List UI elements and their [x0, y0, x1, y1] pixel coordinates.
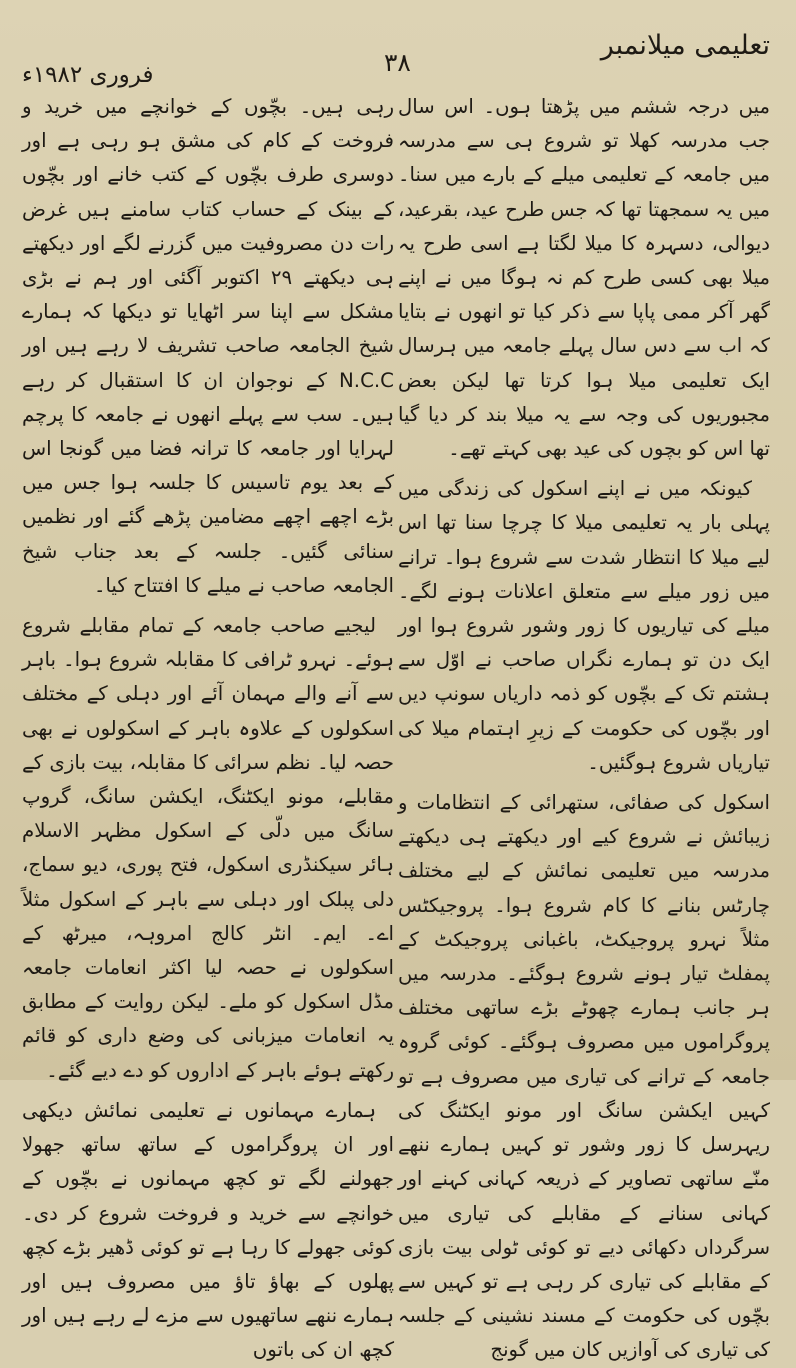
page-number: ۳۸ [384, 48, 411, 77]
paragraph: رہی ہیں۔ بچّوں کے خوانچے میں خرید و فروخت کے کام کی مشق ہو رہی ہے اور دوسری طرف بچّوں کے کتب خانے اور بچّوں کے بینک کے حساب کتاب سامنے ہیں غرض رات دن مصروفیت میں گزرنے لگے اور دیکھتے ہی دیکھتے ۲۹ اکتوبر آگئی اور ہم نے بڑی مشکل سے اپنا سر اٹھایا تو دیکھا کہ ہمارے شیخ الجامعہ صاحب تشریف لا رہے ہیں اور N.C.C کے نوجوان ان کا استقبال کر رہے ہیں۔ سب سے پہلے انھوں نے جامعہ کا پرچم لہرایا اور جامعہ کا ترانہ فضا میں گونجا اس کے بعد یوم تاسیس کا جلسہ ہوا جس میں بڑے اچھے اچھے مضامین پڑھے گئے اور نظمیں سنائی گئیں۔ جلسہ کے بعد جناب شیخ الجامعہ صاحب نے میلے کا افتتاح کیا۔ [22, 95, 394, 597]
text-columns [22, 90, 770, 1362]
left-column [22, 90, 394, 1362]
page-header [22, 30, 770, 88]
right-column [398, 90, 770, 1362]
paragraph: لیجیے صاحب جامعہ کے تمام مقابلے شروع ہوئے۔ نہرو ٹرافی کا مقابلہ شروع ہوا۔ باہر سے آنے والے مہمان آئے اور دہلی کے مختلف اسکولوں کے علاوہ باہر کے اسکولوں نے بھی حصہ لیا۔ نظم سرائی کا مقابلہ، بیت بازی کے مقابلے، مونو ایکٹنگ، ایکشن سانگ، گروپ سانگ میں دلّی کے اسکول مظہر الاسلام ہائر سیکنڈری اسکول، فتح پوری، دیو سماج، دلی پبلک اور دہلی سے باہر کے اسکول مثلاً اے۔ ایم۔ انٹر کالج امروہہ، میرٹھ کے اسکولوں نے حصہ لیا اکثر انعامات جامعہ مڈل اسکول کو ملے۔ لیکن روایت کے مطابق یہ انعامات میزبانی کی وضع داری کو قائم رکھتے ہوئے باہر کے اداروں کو دے دیے گئے۔ [22, 614, 394, 1082]
paragraph: اسکول کی صفائی، ستھرائی کے انتظامات و زیبائش نے شروع کیے اور دیکھتے ہی دیکھتے مدرسہ میں تعلیمی نمائش کے لیے مختلف چارٹس بنانے کا کام شروع ہوا۔ پروجیکٹس مثلاً نہرو پروجیکٹ، باغبانی پروجیکٹ کے پمفلٹ تیار ہونے شروع ہوگئے۔ مدرسہ میں ہر جانب ہمارے چھوٹے بڑے ساتھی مختلف پروگراموں میں مصروف ہوگئے۔ کوئی گروہ جامعہ کے ترانے کی تیاری میں مصروف ہے تو کہیں ایکشن سانگ اور مونو ایکٹنگ کی ریہرسل کا زور وشور تو کہیں ہمارے ننھے منّے ساتھی تصاویر کے ذریعہ کہانی کہنے اور کہانی سنانے کے مقابلے کی تیاری میں سرگرداں دکھائی دیے تو کوئی ٹولی بیت بازی کے مقابلے کی تیاری کر رہی ہے تو کہیں سے بچّوں کی حکومت کے مسند نشینی کے جلسہ کی تیاری کی آوازیں کان میں گونج [398, 791, 770, 1362]
paragraph: ہمارے مہمانوں نے تعلیمی نمائش دیکھی اور ان پروگراموں کے ساتھ ساتھ جھولا جھولنے لگے تو کچھ مہمانوں نے بچّوں کے خوانچے سے خرید و فروخت شروع کر دی۔ کوئی جھولے کا رہا ہے تو کوئی ڈھیر بڑے کچھ پھلوں کے بھاؤ تاؤ میں مصروف ہیں اور ہمارے ننھے ساتھیوں سے مزے لے رہے ہیں اور کچھ ان کی باتوں [22, 1098, 394, 1362]
issue-date: فروری ۱۹۸۲ء [22, 62, 154, 88]
paragraph: میں درجہ ششم میں پڑھتا ہوں۔ اس سال جب مدرسہ کھلا تو شروع ہی سے مدرسہ میں جامعہ کے تعلیمی میلے کے بارے میں سنا۔ میں یہ سمجھتا تھا کہ جس طرح عید، بقرعید، دیوالی، دسہرہ کا میلا لگتا ہے اسی طرح یہ میلا بھی کسی طرح کم نہ ہوگا میں نے اپنے گھر آکر ممی پاپا سے ذکر کیا تو انھوں نے بتایا کہ اب سے دس سال پہلے جامعہ میں ہرسال ایک تعلیمی میلا ہوا کرتا تھا لیکن بعض مجبوریوں کی وجہ سے یہ میلا بند کر دیا گیا تھا اس کو بچوں کی عید بھی کہتے تھے۔ [398, 95, 770, 461]
issue-title: تعلیمی میلانمبر [600, 30, 770, 61]
paragraph: کیونکہ میں نے اپنے اسکول کی زندگی میں پہلی بار یہ تعلیمی میلا کا چرچا سنا تھا اس لیے میلا کا انتظار شدت سے شروع ہوا۔ ترانے میں زور میلے سے متعلق اعلانات ہونے لگے۔ میلے کی تیاریوں کا زور وشور شروع ہوا اور ایک دن تو ہمارے نگراں صاحب نے اوّل سے ہشتم تک کے بچّوں کو ذمہ داریاں سونپ دیں اور بچّوں کی حکومت کے زیرِ اہتمام میلا کی تیاریاں شروع ہوگئیں۔ [398, 477, 770, 774]
